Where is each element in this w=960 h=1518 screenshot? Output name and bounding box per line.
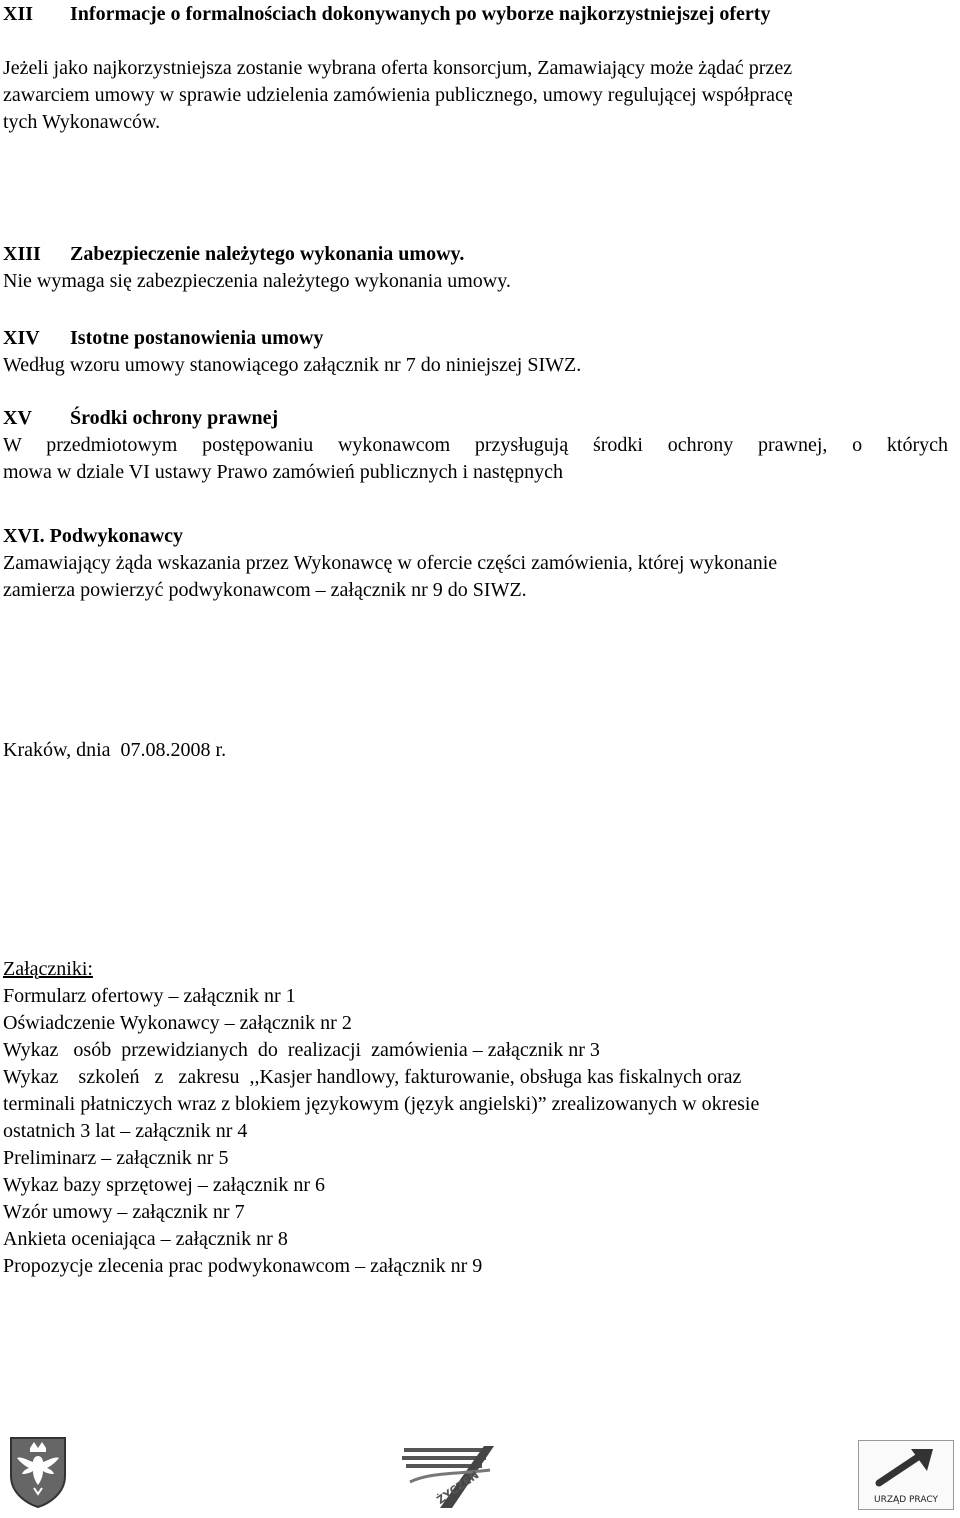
footer-logos [0,1420,960,1510]
section-number: XV [3,407,32,429]
section-xii-body [3,55,793,136]
attachment-item: Propozycje zlecenia prac podwykonawcom – załącznik nr 9 [3,1255,483,1277]
program-logo [400,1442,500,1510]
logo-text: ŻYCZEN [434,1468,482,1507]
section-xii-heading [3,1,770,28]
coat-of-arms-logo [8,1436,68,1508]
paragraph-line: Nie wymaga się zabezpieczenia należytego wykonania umowy. [3,270,511,292]
attachment-item: Wzór umowy – załącznik nr 7 [3,1201,245,1223]
section-number: XIV [3,327,40,349]
paragraph-line: Jeżeli jako najkorzystniejsza zostanie wybrana oferta konsorcjum, Zamawiający może żądać przez [3,57,793,79]
section-xv-body [3,432,948,486]
attachment-item: Wykaz osób przewidzianych do realizacji zamówienia – załącznik nr 3 [3,1039,600,1061]
attachment-item: Ankieta oceniająca – załącznik nr 8 [3,1228,288,1250]
attachment-item: Preliminarz – załącznik nr 5 [3,1147,229,1169]
section-title: Zabezpieczenie należytego wykonania umowy. [70,243,465,265]
paragraph-line: zawarciem umowy w sprawie udzielenia zamówienia publicznego, umowy regulującej współpracę [3,84,793,106]
paragraph-line: mowa w dziale VI ustawy Prawo zamówień publicznych i następnych [3,461,564,483]
paragraph-line: W przedmiotowym postępowaniu wykonawcom przysługują środki ochrony prawnej, o których [3,434,948,456]
paragraph-line: zamierza powierzyć podwykonawcom – załącznik nr 9 do SIWZ. [3,579,527,601]
attachment-item: Formularz ofertowy – załącznik nr 1 [3,985,296,1007]
attachment-item: terminali płatniczych wraz z blokiem językowym (język angielski)” zrealizowanych w okresie [3,1093,760,1115]
section-title: Istotne postanowienia umowy [70,327,324,349]
section-number: XIII [3,243,41,265]
section-title: Środki ochrony prawnej [70,407,279,429]
attachment-item: ostatnich 3 lat – załącznik nr 4 [3,1120,248,1142]
attachments-heading: Załączniki: [3,958,93,980]
section-number: XII [3,3,34,25]
section-xiv-heading [3,325,323,352]
paragraph-line: tych Wykonawców. [3,111,161,133]
attachment-item: Wykaz szkoleń z zakresu ,,Kasjer handlowy, fakturowanie, obsługa kas fiskalnych oraz [3,1066,742,1088]
eagle-shield-icon [8,1436,68,1508]
attachment-item: Wykaz bazy sprzętowej – załącznik nr 6 [3,1174,325,1196]
section-xvi-heading [3,523,183,550]
section-title: XVI. Podwykonawcy [3,525,184,547]
attachment-item: Oświadczenie Wykonawcy – załącznik nr 2 [3,1012,352,1034]
section-xv-heading [3,405,278,432]
paragraph-line: Według wzoru umowy stanowiącego załącznik nr 7 do niniejszej SIWZ. [3,354,582,376]
attachments-list [3,983,948,1280]
section-title: Informacje o formalnościach dokonywanych po wyborze najkorzystniejszej oferty [70,3,771,25]
place-date: Kraków, dnia 07.08.2008 r. [3,739,227,761]
section-xvi-body [3,550,777,604]
urzad-pracy-logo [858,1440,954,1510]
arrow-icon [859,1443,953,1493]
paragraph-line: Zamawiający żąda wskazania przez Wykonawcę w ofercie części zamówienia, której wykonanie [3,552,778,574]
section-xiii-heading [3,241,464,268]
logo-caption: URZĄD PRACY [874,1495,938,1505]
